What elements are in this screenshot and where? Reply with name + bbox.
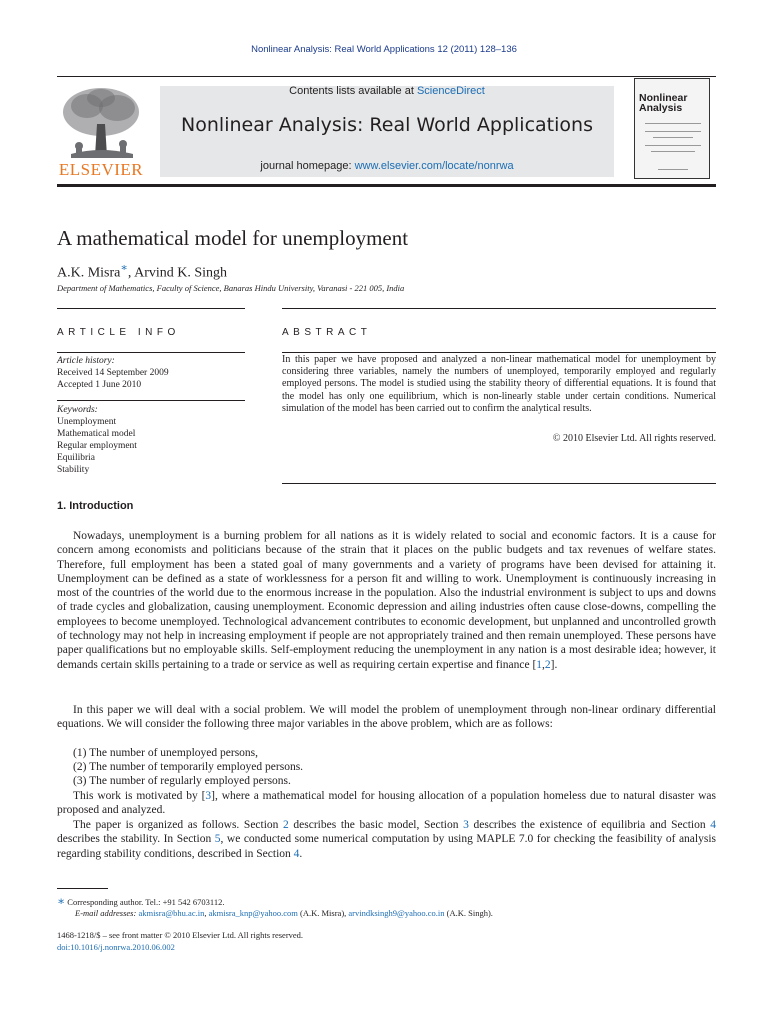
- abstract-heading: ABSTRACT: [282, 327, 372, 338]
- email-label: E-mail addresses:: [75, 908, 139, 918]
- article-title: A mathematical model for unemployment: [57, 226, 409, 250]
- accepted-date: Accepted 1 June 2010: [57, 380, 142, 390]
- affiliation: Department of Mathematics, Faculty of Science, Banaras Hindu University, Varanasi - 221 005, India: [57, 283, 405, 293]
- abstract-bottom-rule: [282, 483, 716, 484]
- p1-sep: ,: [542, 658, 545, 671]
- p4-text: describes the existence of equilibria and Section: [468, 819, 711, 831]
- author-list: [57, 261, 227, 282]
- keyword: Stability: [57, 465, 90, 475]
- keywords-rule: [57, 400, 245, 401]
- citation-link[interactable]: 1: [536, 658, 543, 671]
- journal-homepage-link[interactable]: www.elsevier.com/locate/nonrwa: [354, 160, 514, 172]
- elsevier-wordmark: ELSEVIER: [58, 160, 144, 179]
- section-link[interactable]: 2: [283, 819, 289, 831]
- keywords-block: [57, 404, 245, 476]
- email-owner: (A.K. Singh).: [444, 908, 493, 918]
- p1-text: Nowadays, unemployment is a burning problem for all nations as it is widely related to social and economic factors. It is a cause for concern among economists and politicians because of the strain that it places on the public budgets and tax revenues of welfare states. Therefore, full employment has been a stated goal of many governments and a variety of programs have been devised for attaining it. Unemployment can be defined as a state of worklessness for a person fit and willing to work. Unemployment is continuously increasing in most of the countries of the world due to the enormous increase in the population. Also the industrial environment is subject to ups and downs of trade cycles and globalization, causing unemployment. Economic depression and ailing industries often cause close-downs, compelling the employees to become unemployed. Technological advancement contributes to economic development, but unplanned and uncontrolled growth of technology may not help in increasing employment if people are not appropriately trained and then remain unemployed. These persons have paper qualifications but no employable skills. Self-employment reducing the unemployment in any nation is a most desirable idea; however, it demands certain skills pertaining to a trade or service as well as requiring certain expertise and finance [: [57, 530, 716, 671]
- email-sep: ,: [204, 908, 209, 918]
- section-link[interactable]: 4: [293, 847, 300, 860]
- p4-text: , we conducted some numerical computation by using MAPLE 7.0 for checking the feasibility of analysis regarding stability conditions, described in Section: [57, 833, 716, 860]
- article-info-heading: ARTICLE INFO: [57, 327, 180, 338]
- p1-end: ].: [550, 658, 558, 671]
- journal-homepage-line: [160, 160, 614, 172]
- footnote-mark: ∗: [57, 894, 66, 908]
- contents-available-line: [160, 85, 614, 97]
- email-link[interactable]: akmisra@bhu.ac.in: [138, 908, 205, 918]
- footnote-rule: [57, 888, 108, 889]
- email-link[interactable]: arvindksingh9@yahoo.co.in: [348, 908, 445, 918]
- cover-title-line2: Analysis: [639, 102, 683, 114]
- corresponding-text: Corresponding author. Tel.: +91 542 6703112.: [67, 897, 225, 907]
- keyword: Unemployment: [57, 417, 117, 427]
- cover-title-line1: Nonlinear: [639, 92, 688, 104]
- variable-list-item: (3) The number of regularly employed persons.: [73, 775, 291, 787]
- p3-text-a: This work is motivated by [: [73, 790, 206, 802]
- keyword: Mathematical model: [57, 429, 136, 439]
- abstract-copyright: © 2010 Elsevier Ltd. All rights reserved.: [552, 433, 716, 444]
- article-info-top-rule: [57, 308, 245, 309]
- corresponding-author-mark[interactable]: ∗: [120, 262, 128, 274]
- journal-title: Nonlinear Analysis: Real World Applications: [181, 114, 593, 136]
- header-bottom-rule: [57, 184, 716, 187]
- abstract-text: In this paper we have proposed and analyzed a non-linear mathematical model for unemployment by considering three variables, namely the numbers of unemployed, temporarily employed and regularly employed persons. The model is studied using the stability theory of differential equations. It is found that the model has only one equilibrium, which is non-linearly stable under certain conditions. Numerical simulation of the model has been carried out to confirm the analytical results.: [282, 354, 716, 414]
- doi-link[interactable]: doi:10.1016/j.nonrwa.2010.06.002: [57, 942, 175, 952]
- p3-text-b: ], where a mathematical model for housing allocation of a population homeless due to natural disaster was proposed and analyzed.: [57, 790, 716, 817]
- intro-paragraph-1: [57, 529, 716, 672]
- intro-paragraph-3: [57, 789, 716, 818]
- p4-text: describes the stability. In Section: [57, 833, 215, 846]
- intro-paragraph-4: [57, 818, 716, 861]
- keyword: Regular employment: [57, 441, 137, 451]
- author-singh: , Arvind K. Singh: [127, 265, 228, 281]
- section-link[interactable]: 5: [214, 833, 221, 846]
- citation-link[interactable]: 2: [544, 658, 551, 671]
- section-link[interactable]: 4: [710, 819, 716, 831]
- issn-line: 1468-1218/$ – see front matter © 2010 Elsevier Ltd. All rights reserved.: [57, 930, 304, 940]
- running-header: Nonlinear Analysis: Real World Applications 12 (2011) 128–136: [251, 44, 517, 55]
- header-top-rule: [57, 76, 716, 77]
- email-owner: (A.K. Misra),: [297, 908, 349, 918]
- received-date: Received 14 September 2009: [57, 368, 169, 378]
- abstract-rule: [282, 352, 716, 353]
- history-label: Article history:: [57, 356, 115, 366]
- variable-list-item: (1) The number of unemployed persons,: [73, 747, 259, 759]
- article-history: [57, 355, 245, 391]
- keywords-label: Keywords:: [57, 405, 98, 415]
- variable-list-item: (2) The number of temporarily employed persons.: [73, 761, 304, 773]
- contents-prefix: Contents lists available at: [289, 85, 417, 97]
- cover-title: [639, 93, 707, 113]
- p4-text: The paper is organized as follows. Section: [73, 819, 284, 831]
- citation-link[interactable]: 3: [205, 790, 212, 802]
- article-info-rule: [57, 352, 245, 353]
- corresponding-author-footnote: [57, 894, 224, 909]
- email-link[interactable]: akmisra_knp@yahoo.com: [208, 908, 298, 918]
- p4-text: describes the basic model, Section: [288, 819, 464, 831]
- journal-cover-thumbnail: [634, 78, 710, 179]
- section-link[interactable]: 3: [463, 819, 469, 831]
- homepage-prefix: journal homepage:: [260, 160, 355, 172]
- sciencedirect-link[interactable]: ScienceDirect: [416, 85, 485, 97]
- keyword: Equilibria: [57, 453, 95, 463]
- abstract-top-rule: [282, 308, 716, 309]
- p4-text: .: [299, 847, 303, 860]
- intro-paragraph-2: In this paper we will deal with a social problem. We will model the problem of unemployment through non-linear ordinary differential equations. We will consider the following three major variables in the above problem, which are as follows:: [57, 704, 716, 731]
- email-footnote: [75, 908, 493, 918]
- author-misra: A.K. Misra: [57, 265, 121, 281]
- section-heading-introduction: 1. Introduction: [57, 500, 134, 512]
